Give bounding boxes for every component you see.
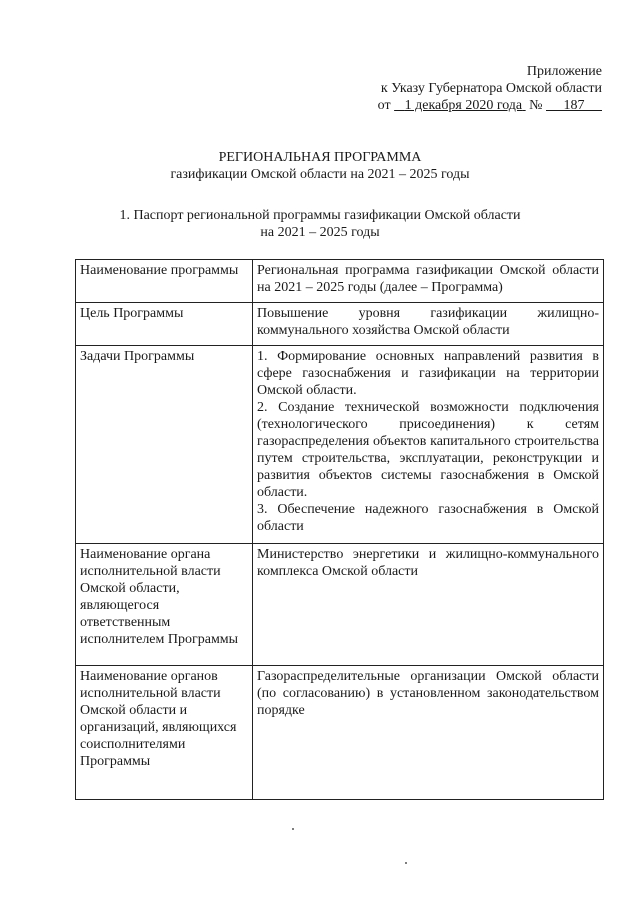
section-heading-line1: 1. Паспорт региональной программы газификации Омской области	[119, 208, 521, 223]
decree-date: 1 декабря 2020 года	[404, 98, 523, 113]
section-heading	[0, 207, 640, 241]
program-title	[0, 149, 640, 183]
appendix-date-line	[302, 97, 602, 114]
program-title-line2: газификации Омской области на 2021 – 2025 годы	[170, 167, 470, 182]
row-value: Газораспределительные организации Омской области (по согласованию) в установленном законодательством порядке	[253, 666, 604, 800]
table-row	[76, 260, 604, 303]
program-title-line1: РЕГИОНАЛЬНАЯ ПРОГРАММА	[218, 150, 422, 165]
table-row	[76, 303, 604, 346]
passport-table	[75, 259, 604, 800]
table-row	[76, 666, 604, 800]
appendix-block	[302, 63, 602, 114]
row-value: Региональная программа газификации Омской области на 2021 – 2025 годы (далее – Программа)	[253, 260, 604, 303]
row-key: Цель Программы	[76, 303, 253, 346]
scan-speck	[405, 862, 407, 864]
row-key: Наименование органов исполнительной власти Омской области и организаций, являющихся соисполнителями Программы	[76, 666, 253, 800]
row-key: Задачи Программы	[76, 346, 253, 544]
appendix-decree-ref: к Указу Губернатора Омской области	[380, 81, 602, 96]
row-value: 1. Формирование основных направлений развития в сфере газоснабжения и газификации на территории Омской области. 2. Создание технической возможности подключения (технологического присоединения) к сетям газораспределения объектов капитального строительства путем строительства, эксплуатации, реконструкции и развития объектов системы газоснабжения в Омской области. 3. Обеспечение надежного газоснабжения в Омской области	[253, 346, 604, 544]
decree-number: 187	[563, 98, 585, 113]
table-row	[76, 544, 604, 666]
scan-speck	[292, 828, 294, 830]
number-label: №	[529, 98, 543, 113]
from-label: от	[377, 98, 391, 113]
row-value: Министерство энергетики и жилищно-коммунального комплекса Омской области	[253, 544, 604, 666]
appendix-title: Приложение	[526, 64, 602, 79]
section-heading-line2: на 2021 – 2025 годы	[260, 225, 380, 240]
row-key: Наименование органа исполнительной власти Омской области, являющегося ответственным исполнителем Программы	[76, 544, 253, 666]
row-value: Повышение уровня газификации жилищно-коммунального хозяйства Омской области	[253, 303, 604, 346]
table-row	[76, 346, 604, 544]
row-key: Наименование программы	[76, 260, 253, 303]
